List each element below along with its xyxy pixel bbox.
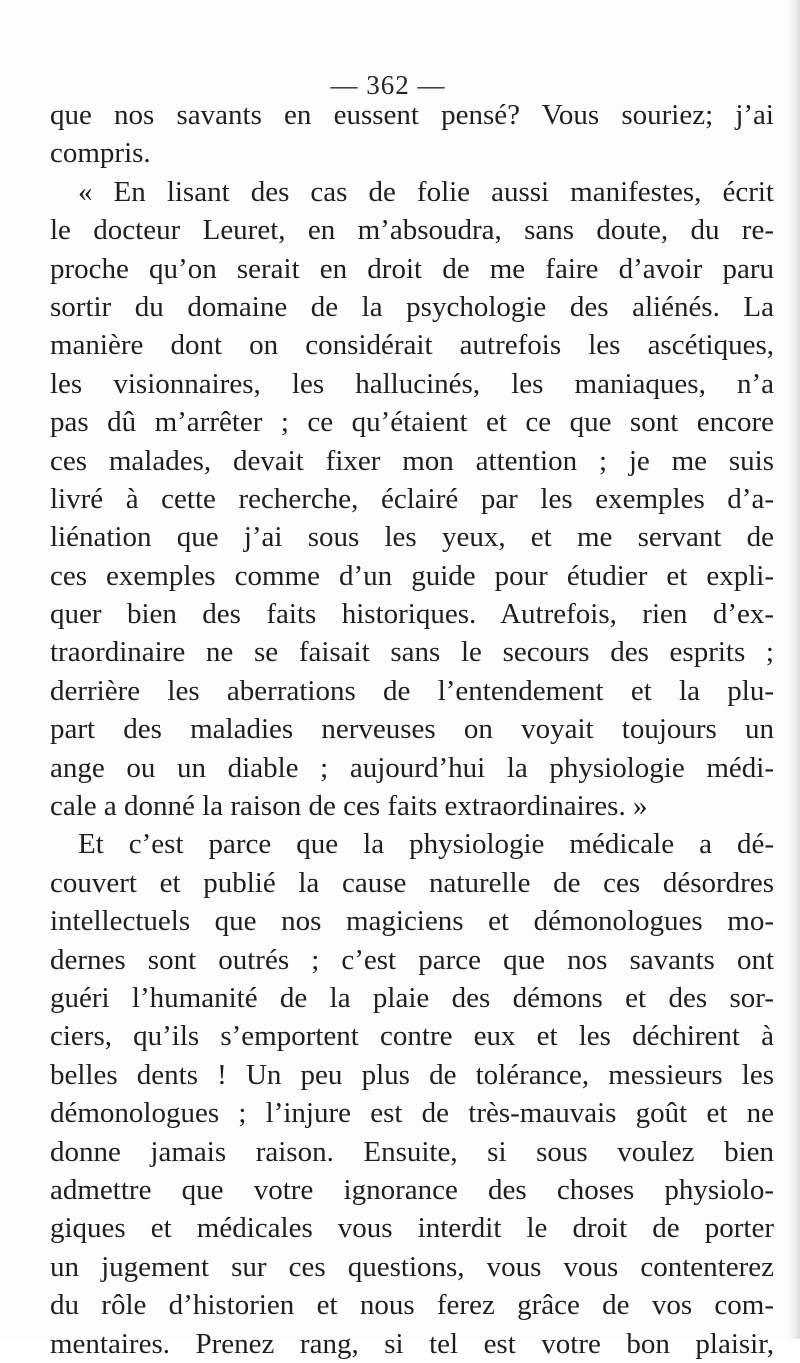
text-line: Et c’est parce que la physiologie médicale a dé- <box>78 828 774 861</box>
text-line: compris. <box>50 137 151 170</box>
page-number: — 362 — <box>330 70 446 100</box>
text-line: ces malades, devait fixer mon attention ; je me suis <box>50 444 774 477</box>
text-line: cale a donné la raison de ces faits extraordinaires. » <box>50 790 648 823</box>
text-line: que nos savants en eussent pensé? Vous souriez; j’ai <box>50 99 774 131</box>
text-line: « En lisant des cas de folie aussi manifestes, écrit <box>78 175 774 208</box>
text-line: du rôle d’historien et nous ferez grâce de vos com- <box>50 1289 774 1322</box>
text-line: le docteur Leuret, en m’absoudra, sans doute, du re- <box>50 214 774 247</box>
text-line: démonologues ; l’injure est de très-mauvais goût et ne <box>50 1097 774 1130</box>
text-line: dernes sont outrés ; c’est parce que nos savants ont <box>50 943 774 976</box>
text-line: couvert et publié la cause naturelle de ces désordres <box>50 866 774 899</box>
page-edge-shadow <box>786 0 800 1339</box>
text-line: livré à cette recherche, éclairé par les exemples d’a- <box>50 482 774 515</box>
text-line: proche qu’on serait en droit de me faire d’avoir paru <box>50 252 774 285</box>
text-line: ces exemples comme d’un guide pour étudier et expli- <box>50 559 774 592</box>
text-line: guéri l’humanité de la plaie des démons et des sor- <box>50 981 774 1014</box>
text-line: mentaires. Prenez rang, si tel est votre bon plaisir, <box>50 1327 774 1360</box>
text-line: un jugement sur ces questions, vous vous contenterez <box>50 1250 774 1283</box>
text-line: manière dont on considérait autrefois les ascétiques, <box>50 329 774 362</box>
body-text <box>50 96 774 1363</box>
text-line: liénation que j’ai sous les yeux, et me servant de <box>50 521 774 554</box>
text-line: derrière les aberrations de l’entendement et la plu- <box>50 674 774 707</box>
text-line: admettre que votre ignorance des choses physiolo- <box>50 1173 774 1206</box>
text-line: donne jamais raison. Ensuite, si sous voulez bien <box>50 1135 774 1168</box>
text-line: giques et médicales vous interdit le droit de porter <box>50 1212 774 1245</box>
text-line: sortir du domaine de la psychologie des aliénés. La <box>50 290 774 323</box>
text-line: ange ou un diable ; aujourd’hui la physiologie médi- <box>50 751 774 784</box>
text-line: les visionnaires, les hallucinés, les maniaques, n’a <box>50 367 774 400</box>
text-line: traordinaire ne se faisait sans le secours des esprits ; <box>50 636 774 669</box>
text-line: part des maladies nerveuses on voyait toujours un <box>50 713 774 746</box>
text-line: pas dû m’arrêter ; ce qu’étaient et ce que sont encore <box>50 406 774 439</box>
text-line: ciers, qu’ils s’emportent contre eux et les déchirent à <box>50 1020 774 1053</box>
text-line: intellectuels que nos magiciens et démonologues mo- <box>50 905 774 938</box>
text-line: belles dents ! Un peu plus de tolérance, messieurs les <box>50 1058 774 1091</box>
text-line: quer bien des faits historiques. Autrefois, rien d’ex- <box>50 598 774 631</box>
